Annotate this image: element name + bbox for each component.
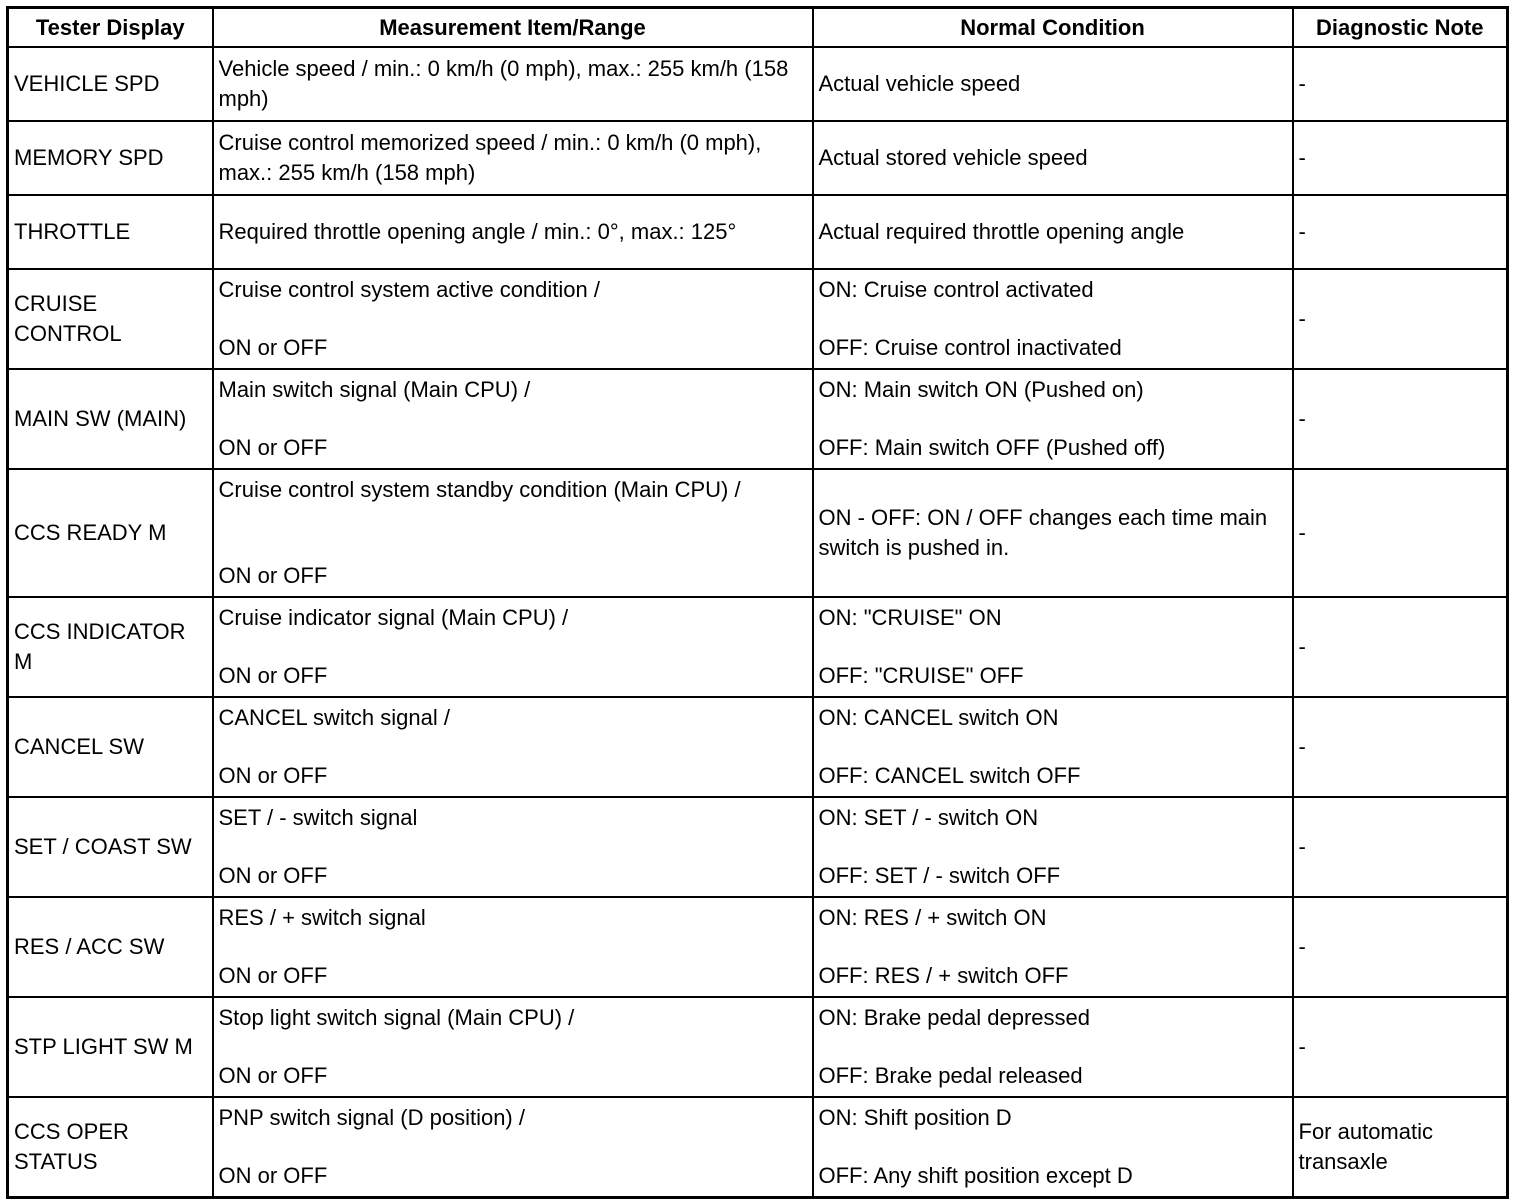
diagnostic-note-cell: - bbox=[1293, 797, 1508, 897]
measurement-cell bbox=[213, 369, 813, 469]
normal-condition-off: OFF: Brake pedal released bbox=[818, 1063, 1083, 1088]
measurement-range: ON or OFF bbox=[218, 763, 328, 788]
table-row bbox=[8, 469, 1508, 597]
measurement-cell bbox=[213, 897, 813, 997]
measurement-range: ON or OFF bbox=[218, 963, 328, 988]
normal-condition-off: OFF: Cruise control inactivated bbox=[818, 335, 1122, 360]
tester-display-cell: CANCEL SW bbox=[8, 697, 213, 797]
measurement-item: Main switch signal (Main CPU) / bbox=[218, 377, 531, 402]
table-row bbox=[8, 195, 1508, 269]
diagnostic-note-cell: - bbox=[1293, 597, 1508, 697]
normal-condition-off: OFF: Main switch OFF (Pushed off) bbox=[818, 435, 1166, 460]
diagnostic-note-cell: - bbox=[1293, 369, 1508, 469]
normal-condition-cell: Actual vehicle speed bbox=[813, 47, 1293, 121]
diagnostic-note-cell: - bbox=[1293, 697, 1508, 797]
normal-condition-off: OFF: Any shift position except D bbox=[818, 1163, 1133, 1188]
measurement-cell: Cruise control memorized speed / min.: 0 km/h (0 mph), max.: 255 km/h (158 mph) bbox=[213, 121, 813, 195]
measurement-cell bbox=[213, 469, 813, 597]
table-row bbox=[8, 897, 1508, 997]
measurement-cell: Vehicle speed / min.: 0 km/h (0 mph), max.: 255 km/h (158 mph) bbox=[213, 47, 813, 121]
tester-display-cell: CCS INDICATOR M bbox=[8, 597, 213, 697]
measurement-item: Cruise control system active condition / bbox=[218, 277, 600, 302]
diagnostic-note-cell: - bbox=[1293, 195, 1508, 269]
measurement-range: ON or OFF bbox=[218, 563, 328, 588]
measurement-item: Stop light switch signal (Main CPU) / bbox=[218, 1005, 575, 1030]
normal-condition-cell bbox=[813, 897, 1293, 997]
normal-condition-off: OFF: SET / - switch OFF bbox=[818, 863, 1061, 888]
normal-condition-on: ON: RES / + switch ON bbox=[818, 905, 1047, 930]
table-row bbox=[8, 797, 1508, 897]
normal-condition-cell bbox=[813, 797, 1293, 897]
normal-condition-cell: Actual stored vehicle speed bbox=[813, 121, 1293, 195]
tester-display-cell: CCS OPER STATUS bbox=[8, 1097, 213, 1198]
normal-condition-cell bbox=[813, 269, 1293, 369]
measurement-range: ON or OFF bbox=[218, 335, 328, 360]
table-row bbox=[8, 1097, 1508, 1198]
measurement-cell bbox=[213, 997, 813, 1097]
measurement-range: ON or OFF bbox=[218, 1063, 328, 1088]
normal-condition-on: ON: Brake pedal depressed bbox=[818, 1005, 1090, 1030]
header-tester-display: Tester Display bbox=[8, 8, 213, 48]
normal-condition-cell bbox=[813, 997, 1293, 1097]
normal-condition-on: ON: "CRUISE" ON bbox=[818, 605, 1002, 630]
normal-condition-off: OFF: CANCEL switch OFF bbox=[818, 763, 1081, 788]
tester-display-cell: MEMORY SPD bbox=[8, 121, 213, 195]
tester-display-cell: RES / ACC SW bbox=[8, 897, 213, 997]
measurement-cell bbox=[213, 797, 813, 897]
diagnostic-note-cell: - bbox=[1293, 121, 1508, 195]
tester-display-cell: THROTTLE bbox=[8, 195, 213, 269]
measurement-range: ON or OFF bbox=[218, 863, 328, 888]
normal-condition-off: OFF: RES / + switch OFF bbox=[818, 963, 1069, 988]
header-measurement: Measurement Item/Range bbox=[213, 8, 813, 48]
measurement-item: SET / - switch signal bbox=[218, 805, 418, 830]
measurement-item: RES / + switch signal bbox=[218, 905, 426, 930]
measurement-range: ON or OFF bbox=[218, 1163, 328, 1188]
diagnostic-note-cell: - bbox=[1293, 47, 1508, 121]
diagnostic-note-cell: - bbox=[1293, 897, 1508, 997]
measurement-item: Cruise indicator signal (Main CPU) / bbox=[218, 605, 569, 630]
header-normal-condition: Normal Condition bbox=[813, 8, 1293, 48]
normal-condition-off: OFF: "CRUISE" OFF bbox=[818, 663, 1024, 688]
diagnostic-note-cell: - bbox=[1293, 997, 1508, 1097]
normal-condition-cell bbox=[813, 369, 1293, 469]
measurement-cell: Required throttle opening angle / min.: 0°, max.: 125° bbox=[213, 195, 813, 269]
normal-condition-on: ON: Main switch ON (Pushed on) bbox=[818, 377, 1144, 402]
table-row bbox=[8, 697, 1508, 797]
tester-display-cell: SET / COAST SW bbox=[8, 797, 213, 897]
measurement-cell bbox=[213, 269, 813, 369]
measurement-item: CANCEL switch signal / bbox=[218, 705, 450, 730]
tester-display-cell: CRUISE CONTROL bbox=[8, 269, 213, 369]
tester-display-cell: CCS READY M bbox=[8, 469, 213, 597]
tester-display-cell: VEHICLE SPD bbox=[8, 47, 213, 121]
table-row bbox=[8, 597, 1508, 697]
measurement-item: PNP switch signal (D position) / bbox=[218, 1105, 525, 1130]
tester-display-cell: STP LIGHT SW M bbox=[8, 997, 213, 1097]
measurement-range: ON or OFF bbox=[218, 435, 328, 460]
table-row bbox=[8, 121, 1508, 195]
table-header-row bbox=[8, 8, 1508, 48]
measurement-cell bbox=[213, 1097, 813, 1198]
normal-condition-on: ON: Shift position D bbox=[818, 1105, 1012, 1130]
normal-condition-on: ON: Cruise control activated bbox=[818, 277, 1094, 302]
table-row bbox=[8, 997, 1508, 1097]
diagnostic-note-cell: - bbox=[1293, 469, 1508, 597]
normal-condition-cell bbox=[813, 697, 1293, 797]
tester-display-cell: MAIN SW (MAIN) bbox=[8, 369, 213, 469]
measurement-cell bbox=[213, 697, 813, 797]
data-monitor-table bbox=[6, 6, 1509, 1199]
diagnostic-note-cell: For automatic transaxle bbox=[1293, 1097, 1508, 1198]
normal-condition-cell: ON - OFF: ON / OFF changes each time main switch is pushed in. bbox=[813, 469, 1293, 597]
normal-condition-on: ON: SET / - switch ON bbox=[818, 805, 1039, 830]
header-diagnostic-note: Diagnostic Note bbox=[1293, 8, 1508, 48]
normal-condition-cell bbox=[813, 1097, 1293, 1198]
measurement-item: Cruise control system standby condition (Main CPU) / bbox=[218, 477, 741, 502]
measurement-cell bbox=[213, 597, 813, 697]
normal-condition-on: ON: CANCEL switch ON bbox=[818, 705, 1059, 730]
table-row bbox=[8, 369, 1508, 469]
diagnostic-note-cell: - bbox=[1293, 269, 1508, 369]
measurement-range: ON or OFF bbox=[218, 663, 328, 688]
table-row bbox=[8, 47, 1508, 121]
normal-condition-cell: Actual required throttle opening angle bbox=[813, 195, 1293, 269]
table-row bbox=[8, 269, 1508, 369]
normal-condition-cell bbox=[813, 597, 1293, 697]
